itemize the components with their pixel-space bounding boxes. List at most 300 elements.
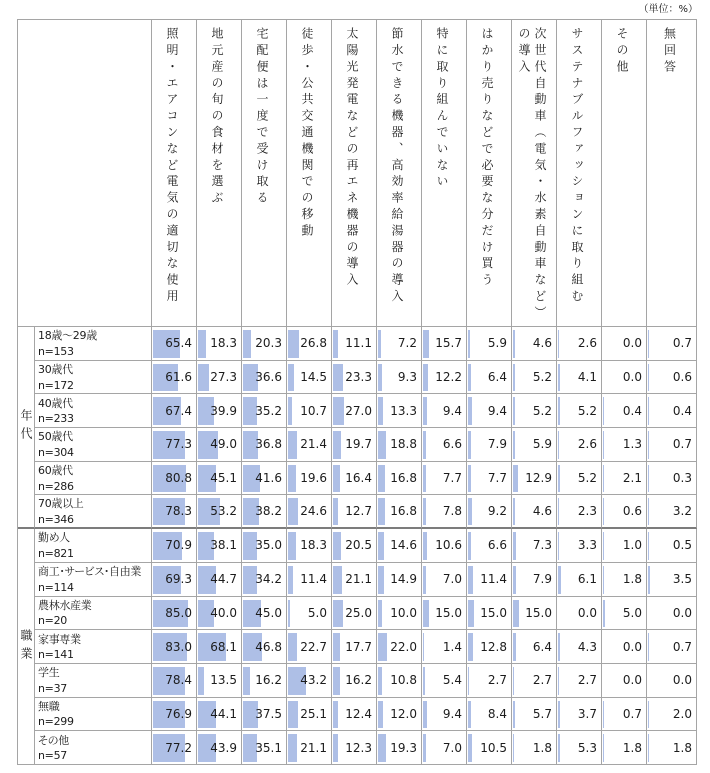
value-label: 19.6 (300, 471, 327, 486)
value-label: 10.7 (300, 403, 327, 418)
value-label: 9.2 (487, 504, 507, 519)
value-label: 44.7 (210, 572, 237, 587)
value-label: 49.0 (210, 437, 237, 452)
value-label: 23.3 (345, 370, 372, 385)
value-label: 77.3 (165, 437, 192, 452)
value-label: 35.0 (255, 538, 282, 553)
value-cell (467, 529, 512, 563)
value-cell (287, 361, 332, 395)
value-label: 78.3 (165, 504, 192, 519)
value-label: 0.4 (622, 403, 642, 418)
value-label: 39.9 (210, 403, 237, 418)
row-label (35, 495, 152, 529)
value-cell (467, 563, 512, 597)
value-cell (197, 462, 242, 496)
data-bar (513, 734, 514, 762)
value-cell (467, 327, 512, 361)
data-bar (288, 532, 296, 560)
value-label: 18.3 (210, 336, 237, 351)
value-cell (422, 731, 467, 765)
value-label: 0.6 (672, 370, 692, 385)
value-cell (602, 731, 647, 765)
value-label: 3.2 (672, 504, 692, 519)
value-cell (197, 597, 242, 631)
data-bar (468, 532, 471, 560)
data-bar (513, 330, 515, 358)
value-label: 69.3 (165, 572, 192, 587)
value-cell (242, 394, 287, 428)
value-cell (557, 664, 602, 698)
row-sample-size: n=37 (38, 681, 67, 695)
data-bar (648, 498, 649, 525)
value-cell (152, 361, 197, 395)
data-bar (333, 701, 338, 729)
data-bar (603, 431, 604, 459)
row-sample-size: n=233 (38, 412, 74, 426)
value-label: 1.8 (622, 572, 642, 587)
data-bar (333, 397, 344, 425)
value-label: 0.0 (622, 370, 642, 385)
value-label: 14.5 (300, 370, 327, 385)
value-cell (422, 428, 467, 462)
value-label: 9.4 (487, 403, 507, 418)
data-bar (423, 397, 427, 425)
value-cell (197, 529, 242, 563)
value-cell (512, 630, 557, 664)
value-label: 16.2 (345, 673, 372, 688)
value-label: 5.2 (532, 370, 552, 385)
column-header-line: 次世代自動車（電気・水素自動車など） (533, 27, 547, 323)
column-header (287, 20, 332, 327)
value-cell (197, 327, 242, 361)
value-cell (242, 495, 287, 529)
value-cell (377, 630, 422, 664)
value-label: 35.2 (255, 403, 282, 418)
value-label: 1.8 (622, 740, 642, 755)
data-bar (558, 431, 559, 459)
value-cell (557, 597, 602, 631)
data-bar (378, 364, 382, 392)
value-cell (152, 462, 197, 496)
value-cell (467, 462, 512, 496)
value-cell (512, 563, 557, 597)
data-bar (378, 701, 383, 729)
data-bar (603, 734, 604, 762)
value-cell (242, 462, 287, 496)
data-bar (468, 566, 473, 594)
value-label: 2.3 (577, 504, 597, 519)
value-label: 0.3 (672, 471, 692, 486)
value-label: 2.6 (577, 336, 597, 351)
value-cell (332, 630, 377, 664)
value-label: 1.3 (622, 437, 642, 452)
row-label-text: 家事専業 (38, 632, 81, 646)
value-cell (467, 597, 512, 631)
value-cell (242, 630, 287, 664)
row-sample-size: n=304 (38, 445, 74, 459)
value-label: 10.8 (390, 673, 417, 688)
value-cell (287, 327, 332, 361)
value-cell (512, 664, 557, 698)
row-label (35, 597, 152, 631)
data-bar (468, 364, 471, 392)
value-cell (332, 563, 377, 597)
value-label: 19.7 (345, 437, 372, 452)
value-label: 2.7 (532, 673, 552, 688)
value-cell (287, 664, 332, 698)
value-cell (647, 698, 697, 732)
data-bar (468, 734, 472, 762)
value-cell (152, 731, 197, 765)
data-bar (468, 465, 471, 493)
data-bar (468, 330, 470, 358)
value-cell (557, 563, 602, 597)
value-cell (152, 529, 197, 563)
value-cell (377, 327, 422, 361)
value-label: 37.5 (255, 706, 282, 721)
value-cell (557, 698, 602, 732)
value-cell (422, 462, 467, 496)
value-cell (332, 327, 377, 361)
data-bar (333, 498, 338, 525)
value-label: 0.7 (672, 639, 692, 654)
value-cell (152, 597, 197, 631)
value-cell (152, 698, 197, 732)
row-group-text: 職業 (19, 628, 33, 665)
data-bar (603, 566, 604, 594)
data-bar (288, 465, 296, 493)
value-cell (557, 462, 602, 496)
data-bar (288, 600, 290, 628)
column-header-line: 太陽光発電などの再エネ機器の導入 (345, 27, 359, 290)
value-cell (242, 597, 287, 631)
value-cell (422, 495, 467, 529)
column-header-line: の導入 (517, 27, 531, 77)
data-bar (288, 566, 293, 594)
data-bar (378, 330, 381, 358)
value-label: 22.7 (300, 639, 327, 654)
value-label: 25.0 (345, 605, 372, 620)
value-cell (602, 529, 647, 563)
value-cell (287, 597, 332, 631)
value-label: 12.7 (345, 504, 372, 519)
data-bar (333, 364, 343, 392)
row-sample-size: n=57 (38, 749, 67, 763)
value-cell (422, 630, 467, 664)
value-cell (152, 563, 197, 597)
value-cell (602, 462, 647, 496)
value-cell (647, 563, 697, 597)
value-cell (557, 428, 602, 462)
value-label: 18.8 (390, 437, 417, 452)
column-header-line: その他 (615, 27, 629, 77)
value-label: 7.3 (532, 538, 552, 553)
row-label-text: 40歳代 (38, 396, 73, 410)
data-bar (423, 734, 426, 762)
value-cell (647, 731, 697, 765)
value-cell (557, 630, 602, 664)
data-bar (558, 633, 560, 661)
data-bar (378, 600, 382, 628)
data-bar (423, 667, 425, 695)
value-label: 16.4 (345, 471, 372, 486)
value-cell (197, 495, 242, 529)
value-label: 10.6 (435, 538, 462, 553)
data-bar (648, 701, 649, 729)
row-sample-size: n=153 (38, 344, 74, 358)
value-cell (197, 698, 242, 732)
value-cell (332, 597, 377, 631)
data-bar (558, 566, 561, 594)
value-cell (467, 428, 512, 462)
value-label: 22.0 (390, 639, 417, 654)
value-label: 78.4 (165, 673, 192, 688)
value-label: 0.0 (622, 336, 642, 351)
value-label: 12.9 (525, 471, 552, 486)
data-bar (378, 734, 386, 762)
value-cell (197, 630, 242, 664)
value-label: 10.0 (390, 605, 417, 620)
data-bar (513, 633, 516, 661)
value-label: 0.0 (622, 639, 642, 654)
value-label: 14.9 (390, 572, 417, 587)
column-header-text (164, 27, 180, 306)
value-label: 17.7 (345, 639, 372, 654)
value-label: 20.3 (255, 336, 282, 351)
value-cell (422, 361, 467, 395)
column-header (377, 20, 422, 327)
data-bar (423, 701, 427, 729)
row-group-label (18, 327, 35, 529)
data-bar (468, 633, 473, 661)
value-label: 3.5 (672, 572, 692, 587)
value-cell (377, 563, 422, 597)
value-cell (647, 597, 697, 631)
value-cell (467, 361, 512, 395)
column-header-text (614, 27, 630, 76)
value-label: 20.5 (345, 538, 372, 553)
value-label: 4.6 (532, 336, 552, 351)
value-label: 70.9 (165, 538, 192, 553)
row-label-text: 30歳代 (38, 363, 73, 377)
row-label (35, 731, 152, 765)
value-cell (647, 664, 697, 698)
value-label: 43.2 (300, 673, 327, 688)
value-label: 2.0 (672, 706, 692, 721)
value-cell (422, 394, 467, 428)
value-cell (152, 495, 197, 529)
data-bar (333, 600, 343, 628)
value-label: 24.6 (300, 504, 327, 519)
column-header-line: 徒歩・公共交通機関での移動 (300, 27, 314, 241)
value-label: 6.6 (487, 538, 507, 553)
data-bar (468, 667, 469, 695)
value-label: 12.4 (345, 706, 372, 721)
value-label: 3.7 (577, 706, 597, 721)
row-sample-size: n=20 (38, 614, 67, 628)
data-bar (513, 498, 515, 525)
column-header (467, 20, 512, 327)
value-cell (197, 394, 242, 428)
data-bar (513, 701, 515, 729)
data-bar (288, 431, 297, 459)
value-cell (152, 428, 197, 462)
data-bar (648, 566, 650, 594)
column-header-line: 特に取り組んでいない (435, 27, 449, 191)
value-label: 44.1 (210, 706, 237, 721)
value-cell (197, 731, 242, 765)
value-label: 6.4 (532, 639, 552, 654)
value-label: 7.7 (442, 471, 462, 486)
column-header (197, 20, 242, 327)
column-header-line: 宅配便は一度で受け取る (255, 27, 269, 208)
value-label: 16.8 (390, 471, 417, 486)
value-label: 8.4 (487, 706, 507, 721)
data-bar (378, 498, 385, 525)
value-label: 5.7 (532, 706, 552, 721)
value-label: 3.3 (577, 538, 597, 553)
row-label (35, 630, 152, 664)
value-label: 5.2 (577, 471, 597, 486)
value-label: 5.0 (622, 605, 642, 620)
value-cell (332, 698, 377, 732)
value-label: 25.1 (300, 706, 327, 721)
value-label: 21.1 (345, 572, 372, 587)
value-label: 0.0 (622, 673, 642, 688)
value-cell (242, 563, 287, 597)
value-cell (602, 698, 647, 732)
data-bar (513, 600, 519, 628)
value-cell (287, 731, 332, 765)
row-label-text: その他 (38, 733, 69, 747)
value-label: 36.8 (255, 437, 282, 452)
value-cell (242, 731, 287, 765)
value-label: 35.1 (255, 740, 282, 755)
row-sample-size: n=114 (38, 580, 74, 594)
data-bar (378, 532, 384, 560)
value-cell (377, 495, 422, 529)
value-cell (557, 394, 602, 428)
value-label: 7.9 (487, 437, 507, 452)
value-cell (287, 698, 332, 732)
column-header-line: サステナブルファッションに取り組む (570, 27, 584, 306)
data-bar (513, 465, 518, 493)
value-cell (647, 529, 697, 563)
data-bar (468, 397, 472, 425)
value-cell (242, 698, 287, 732)
value-cell (557, 361, 602, 395)
value-cell (557, 731, 602, 765)
value-cell (602, 630, 647, 664)
value-label: 0.0 (672, 673, 692, 688)
value-cell (602, 327, 647, 361)
value-label: 5.0 (307, 605, 327, 620)
value-cell (602, 428, 647, 462)
row-sample-size: n=346 (38, 512, 74, 526)
value-cell (332, 462, 377, 496)
value-cell (467, 394, 512, 428)
data-bar (423, 364, 428, 392)
value-label: 1.4 (442, 639, 462, 654)
value-cell (377, 394, 422, 428)
value-label: 11.1 (345, 336, 372, 351)
row-label-text: 学生 (38, 666, 60, 680)
value-label: 12.3 (345, 740, 372, 755)
value-cell (512, 731, 557, 765)
row-label-text: 18歳～29歳 (38, 329, 97, 343)
value-cell (287, 529, 332, 563)
value-cell (377, 731, 422, 765)
header-corner-cell (18, 20, 152, 327)
value-label: 4.6 (532, 504, 552, 519)
value-label: 34.2 (255, 572, 282, 587)
data-bar (513, 566, 516, 594)
value-label: 45.1 (210, 471, 237, 486)
row-label (35, 394, 152, 428)
value-label: 7.0 (442, 740, 462, 755)
value-cell (602, 664, 647, 698)
value-label: 2.7 (577, 673, 597, 688)
value-label: 21.4 (300, 437, 327, 452)
column-header-text (299, 27, 315, 240)
value-label: 26.8 (300, 336, 327, 351)
value-label: 0.5 (672, 538, 692, 553)
value-cell (602, 597, 647, 631)
row-sample-size: n=141 (38, 648, 74, 662)
data-bar (333, 465, 340, 493)
value-label: 0.7 (672, 437, 692, 452)
value-cell (242, 664, 287, 698)
value-cell (602, 563, 647, 597)
value-cell (512, 361, 557, 395)
value-cell (152, 630, 197, 664)
value-cell (287, 394, 332, 428)
data-bar (333, 431, 341, 459)
data-bar (423, 498, 426, 525)
column-header (152, 20, 197, 327)
data-bar (423, 600, 429, 628)
row-label (35, 563, 152, 597)
data-bar (378, 633, 387, 661)
data-bar (288, 498, 298, 525)
value-label: 4.3 (577, 639, 597, 654)
row-label-text: 勤め人 (38, 531, 70, 545)
column-header (512, 20, 557, 327)
value-label: 85.0 (165, 605, 192, 620)
value-label: 13.5 (210, 673, 237, 688)
value-cell (512, 698, 557, 732)
data-bar (288, 701, 298, 729)
data-bar (333, 566, 342, 594)
value-cell (557, 529, 602, 563)
value-cell (377, 361, 422, 395)
value-cell (377, 664, 422, 698)
data-bar (558, 465, 560, 493)
value-cell (287, 462, 332, 496)
column-header-line: 無回答 (662, 27, 677, 77)
data-bar (423, 465, 426, 493)
value-cell (422, 664, 467, 698)
value-cell (377, 597, 422, 631)
value-label: 76.9 (165, 706, 192, 721)
value-cell (467, 664, 512, 698)
value-label: 1.0 (622, 538, 642, 553)
column-header-text (662, 27, 678, 76)
value-label: 0.6 (622, 504, 642, 519)
row-group-label (18, 529, 35, 765)
value-cell (512, 597, 557, 631)
value-cell (287, 630, 332, 664)
